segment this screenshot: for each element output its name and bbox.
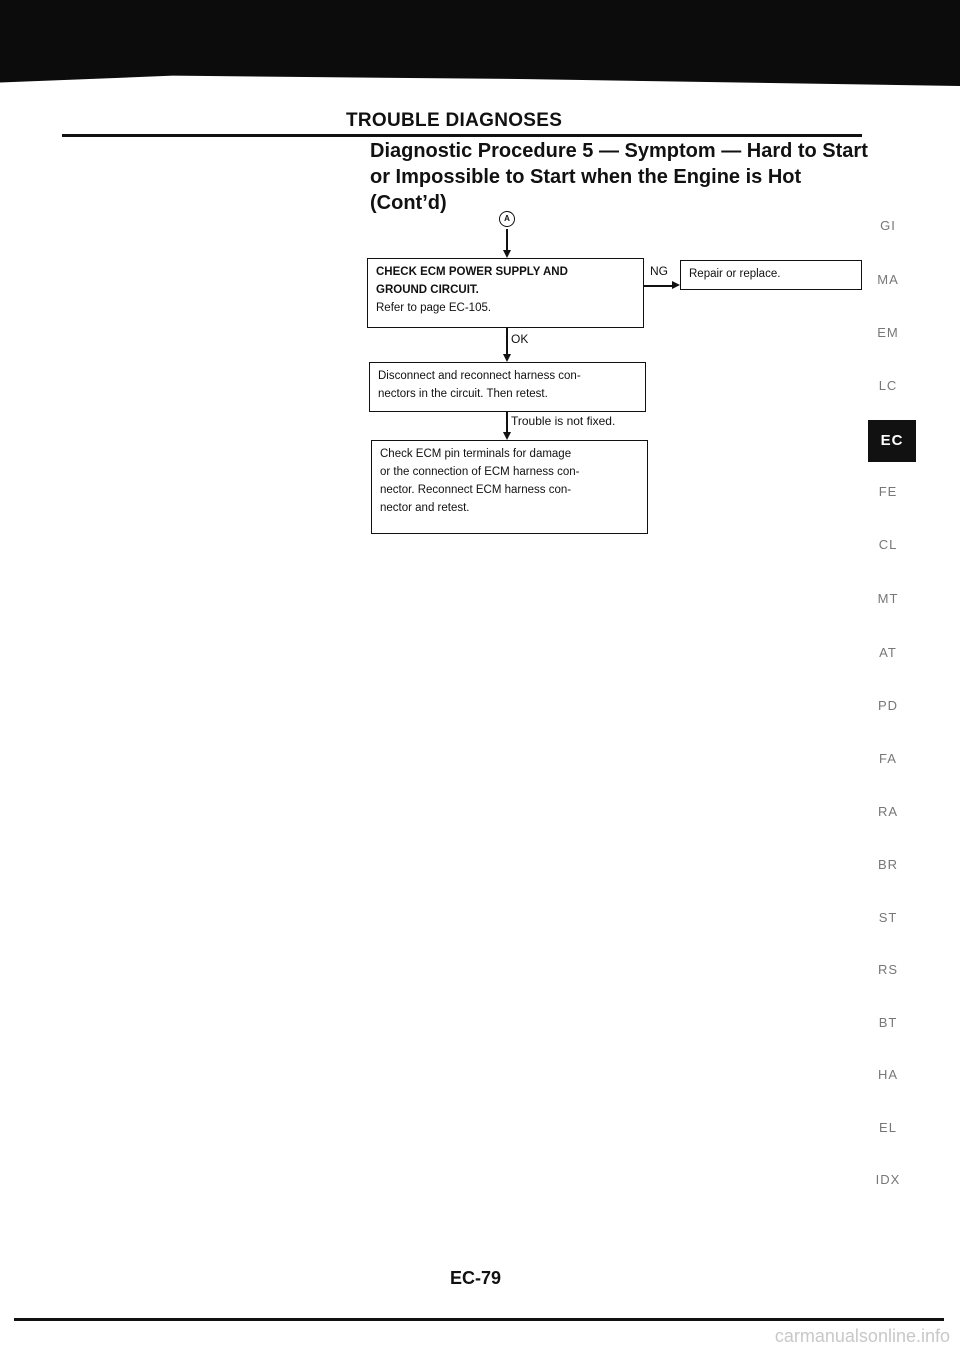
box3-line4: nector and retest. xyxy=(380,502,470,514)
bottom-rule xyxy=(14,1318,944,1321)
procedure-title: Diagnostic Procedure 5 — Symptom — Hard to Start or Impossible to Start when the Engine is Hot (Cont’d) xyxy=(370,140,868,214)
tab-pd[interactable]: PD xyxy=(877,698,899,713)
tab-lc[interactable]: LC xyxy=(878,378,898,393)
page-number: EC-79 xyxy=(450,1268,502,1288)
ok-label: OK xyxy=(511,332,529,346)
box3-line1: Check ECM pin terminals for damage xyxy=(380,448,572,460)
tab-cl[interactable]: CL xyxy=(878,537,898,552)
tab-ec[interactable]: EC xyxy=(868,420,916,462)
arrow-down-icon xyxy=(503,432,511,440)
box3-line3: nector. Reconnect ECM harness con- xyxy=(380,484,572,496)
check-ecm-terminals-box xyxy=(371,440,648,534)
tab-ma[interactable]: MA xyxy=(877,272,899,287)
section-title: TROUBLE DIAGNOSES xyxy=(346,110,563,131)
arrow-right-icon xyxy=(672,281,680,289)
tab-br[interactable]: BR xyxy=(877,857,899,872)
flow-line xyxy=(506,229,508,251)
repair-box xyxy=(680,260,862,290)
tab-gi[interactable]: GI xyxy=(880,218,896,233)
trouble-label: Trouble is not fixed. xyxy=(511,414,616,428)
box1-line2: GROUND CIRCUIT. xyxy=(376,284,479,296)
box1-line1: CHECK ECM POWER SUPPLY AND xyxy=(376,266,568,278)
box1-line3: Refer to page EC-105. xyxy=(376,302,492,314)
reconnect-harness-box xyxy=(369,362,646,412)
box3-line2: or the connection of ECM harness con- xyxy=(380,466,580,478)
tab-rs[interactable]: RS xyxy=(877,962,899,977)
tab-st[interactable]: ST xyxy=(878,910,898,925)
tab-ha[interactable]: HA xyxy=(877,1067,899,1082)
tab-bt[interactable]: BT xyxy=(878,1015,898,1030)
repair-action: Repair or replace. xyxy=(689,268,781,280)
watermark: carmanualsonline.info xyxy=(774,1326,950,1346)
connector-marker: A xyxy=(499,211,515,227)
tab-at[interactable]: AT xyxy=(879,645,897,660)
tab-ra[interactable]: RA xyxy=(877,804,899,819)
title-rule xyxy=(62,134,862,137)
ng-label: NG xyxy=(650,264,668,278)
box2-line1: Disconnect and reconnect harness con- xyxy=(378,370,581,382)
header-band xyxy=(0,0,960,86)
tab-el[interactable]: EL xyxy=(879,1120,897,1135)
box2-line2: nectors in the circuit. Then retest. xyxy=(378,388,548,400)
tab-fa[interactable]: FA xyxy=(879,751,897,766)
ng-branch-line xyxy=(644,285,674,287)
arrow-down-icon xyxy=(503,354,511,362)
tab-mt[interactable]: MT xyxy=(877,591,899,606)
tab-idx[interactable]: IDX xyxy=(875,1172,901,1187)
check-power-supply-box xyxy=(367,258,644,328)
arrow-down-icon xyxy=(503,250,511,258)
tab-fe[interactable]: FE xyxy=(878,484,898,499)
tab-em[interactable]: EM xyxy=(877,325,899,340)
